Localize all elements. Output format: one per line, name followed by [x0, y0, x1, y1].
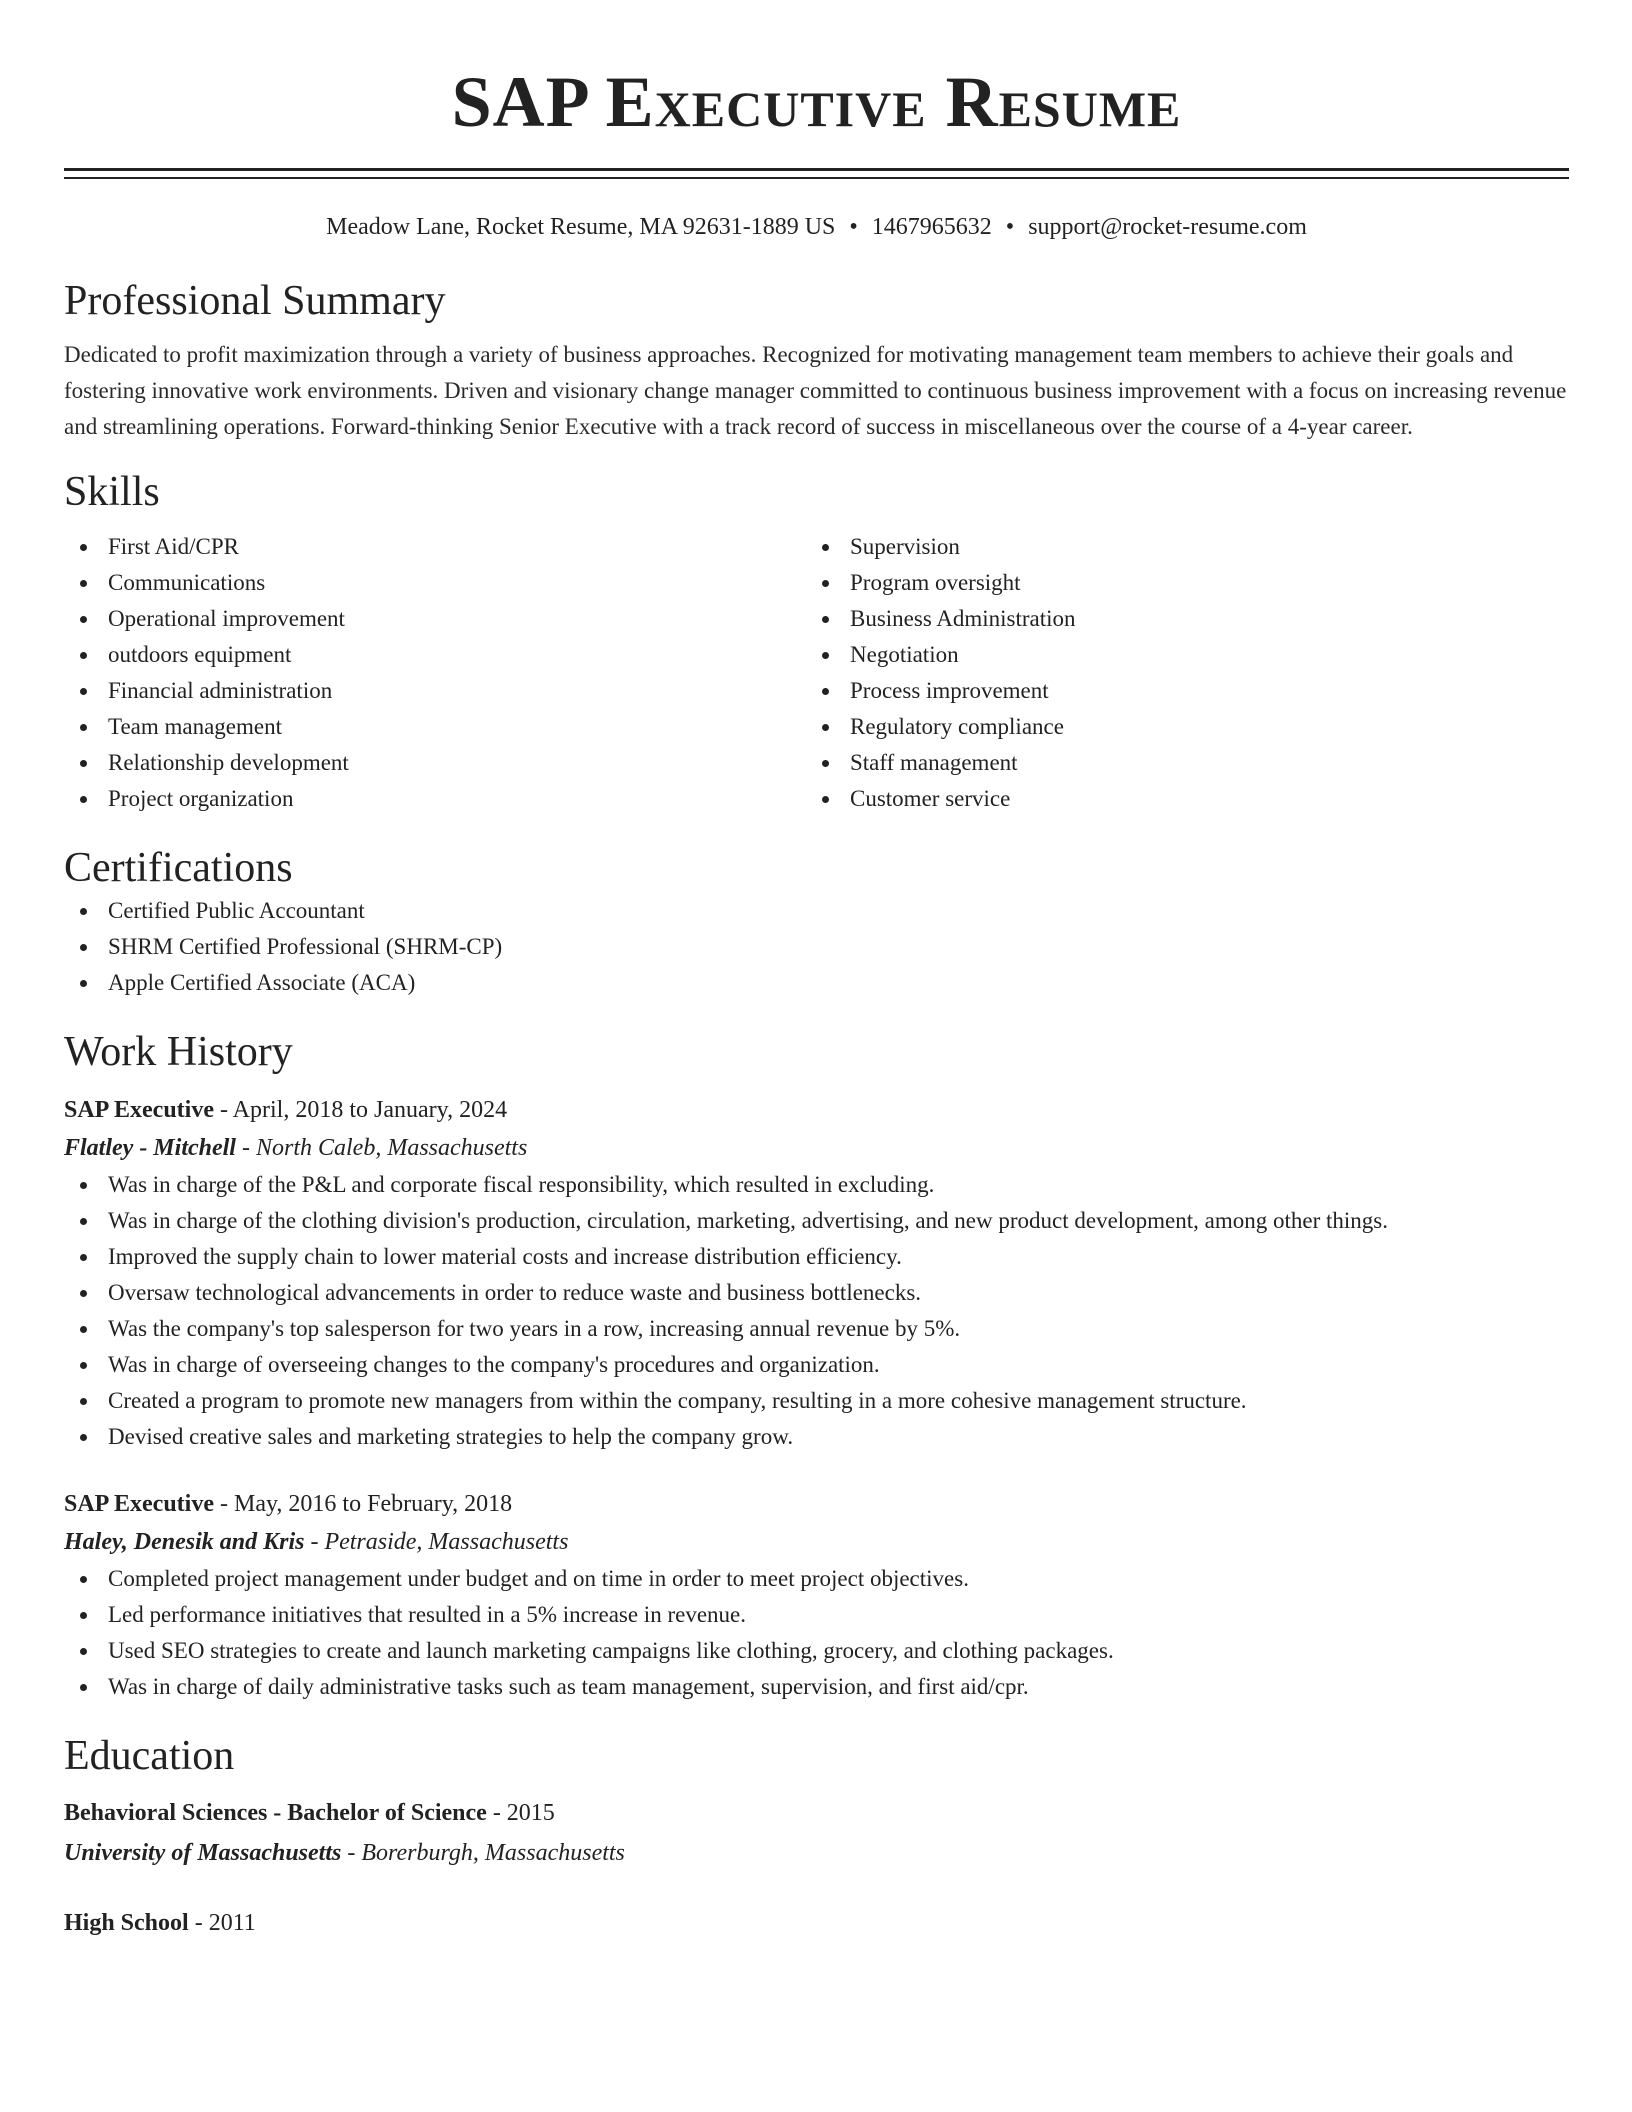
skill-item: Business Administration	[806, 601, 1548, 637]
education-degree: High School	[64, 1910, 189, 1936]
job-bullet: Oversaw technological advancements in order to reduce waste and business bottlenecks.	[64, 1275, 1569, 1311]
skills-grid	[64, 529, 1569, 817]
certification-item: Apple Certified Associate (ACA)	[64, 965, 1569, 1001]
job-location: - Petraside, Massachusetts	[304, 1529, 569, 1555]
job-location: - North Caleb, Massachusetts	[235, 1135, 528, 1161]
skill-item: Team management	[64, 709, 806, 745]
job-bullet: Was in charge of daily administrative tasks such as team management, supervision, and first aid/cpr.	[64, 1669, 1569, 1705]
job-bullets	[64, 1167, 1569, 1455]
skill-item: outdoors equipment	[64, 637, 806, 673]
education-school-line	[64, 1833, 1569, 1873]
job-entry	[64, 1091, 1569, 1455]
job-bullets	[64, 1561, 1569, 1705]
contact-line	[64, 212, 1569, 242]
contact-separator: •	[849, 214, 858, 240]
education-section	[64, 1731, 1569, 1943]
education-school: University of Massachusetts	[64, 1840, 342, 1866]
skill-item: Negotiation	[806, 637, 1548, 673]
section-heading: Skills	[64, 469, 160, 515]
skills-column-left	[64, 529, 806, 817]
education-location: - Borerburgh, Massachusetts	[341, 1840, 625, 1866]
education-year: - 2011	[188, 1910, 256, 1936]
education-degree-line	[64, 1903, 1569, 1943]
skill-item: Financial administration	[64, 673, 806, 709]
job-title-line	[64, 1091, 1569, 1129]
job-title-line	[64, 1485, 1569, 1523]
contact-email: support@rocket-resume.com	[1028, 214, 1307, 240]
skills-column-right	[806, 529, 1548, 817]
job-bullet: Completed project management under budget and on time in order to meet project objectives.	[64, 1561, 1569, 1597]
job-bullet: Created a program to promote new managers from within the company, resulting in a more cohesive management structure.	[64, 1383, 1569, 1419]
job-dates: - April, 2018 to January, 2024	[214, 1097, 508, 1123]
education-entry	[64, 1793, 1569, 1873]
skill-item: First Aid/CPR	[64, 529, 806, 565]
job-company: Haley, Denesik and Kris	[64, 1529, 305, 1555]
section-heading: Work History	[64, 1029, 293, 1075]
skill-item: Process improvement	[806, 673, 1548, 709]
certification-item: SHRM Certified Professional (SHRM-CP)	[64, 929, 1569, 965]
contact-address: Meadow Lane, Rocket Resume, MA 92631-1889 US	[326, 214, 836, 240]
job-dates: - May, 2016 to February, 2018	[214, 1491, 513, 1517]
skill-item: Relationship development	[64, 745, 806, 781]
summary-paragraph: Dedicated to profit maximization through a variety of business approaches. Recognized for motivating management team members to achieve their goals and fostering innovative work environments. Driven and visionary change manager committed to continuous business improvement with a focus on increasing revenue and streamlining operations. Forward-thinking Senior Executive with a track record of success in miscellaneous over the course of a 4-year career.	[64, 342, 1567, 439]
title-divider-thin	[64, 177, 1569, 179]
skill-item: Operational improvement	[64, 601, 806, 637]
certifications-list	[64, 893, 1569, 1001]
job-bullet: Was in charge of the P&L and corporate fiscal responsibility, which resulted in excluding.	[64, 1167, 1569, 1203]
job-bullet: Was in charge of the clothing division's production, circulation, marketing, advertising, and new product development, among other things.	[64, 1203, 1569, 1239]
section-heading: Professional Summary	[64, 278, 446, 324]
skill-item: Regulatory compliance	[806, 709, 1548, 745]
job-company-line	[64, 1523, 1569, 1561]
skill-item: Staff management	[806, 745, 1548, 781]
resume-title: SAP Executive Resume	[451, 62, 1182, 142]
skill-item: Customer service	[806, 781, 1548, 817]
skills-section	[64, 467, 1569, 817]
job-bullet: Led performance initiatives that resulted in a 5% increase in revenue.	[64, 1597, 1569, 1633]
skill-item: Supervision	[806, 529, 1548, 565]
job-title: SAP Executive	[64, 1097, 214, 1123]
job-bullet: Was the company's top salesperson for two years in a row, increasing annual revenue by 5%.	[64, 1311, 1569, 1347]
contact-separator: •	[1005, 214, 1015, 240]
education-degree-line	[64, 1793, 1569, 1833]
education-year: - 2015	[486, 1800, 555, 1826]
skill-item: Program oversight	[806, 565, 1548, 601]
education-entry	[64, 1903, 1569, 1943]
work-history-section	[64, 1027, 1569, 1705]
job-entry	[64, 1485, 1569, 1705]
job-company: Flatley - Mitchell	[64, 1135, 236, 1161]
resume-page	[64, 0, 1569, 1943]
section-heading: Certifications	[64, 845, 293, 891]
job-bullet: Was in charge of overseeing changes to the company's procedures and organization.	[64, 1347, 1569, 1383]
job-bullet: Improved the supply chain to lower material costs and increase distribution efficiency.	[64, 1239, 1569, 1275]
professional-summary-section	[64, 276, 1569, 445]
skill-item: Communications	[64, 565, 806, 601]
certifications-section	[64, 843, 1569, 1001]
certification-item: Certified Public Accountant	[64, 893, 1569, 929]
job-title: SAP Executive	[64, 1491, 214, 1517]
job-bullet: Devised creative sales and marketing strategies to help the company grow.	[64, 1419, 1569, 1455]
job-company-line	[64, 1129, 1569, 1167]
title-divider-thick	[64, 168, 1569, 171]
contact-phone: 1467965632	[871, 214, 992, 240]
education-degree: Behavioral Sciences - Bachelor of Science	[64, 1800, 487, 1826]
section-heading: Education	[64, 1733, 235, 1779]
skill-item: Project organization	[64, 781, 806, 817]
job-bullet: Used SEO strategies to create and launch marketing campaigns like clothing, grocery, and clothing packages.	[64, 1633, 1569, 1669]
